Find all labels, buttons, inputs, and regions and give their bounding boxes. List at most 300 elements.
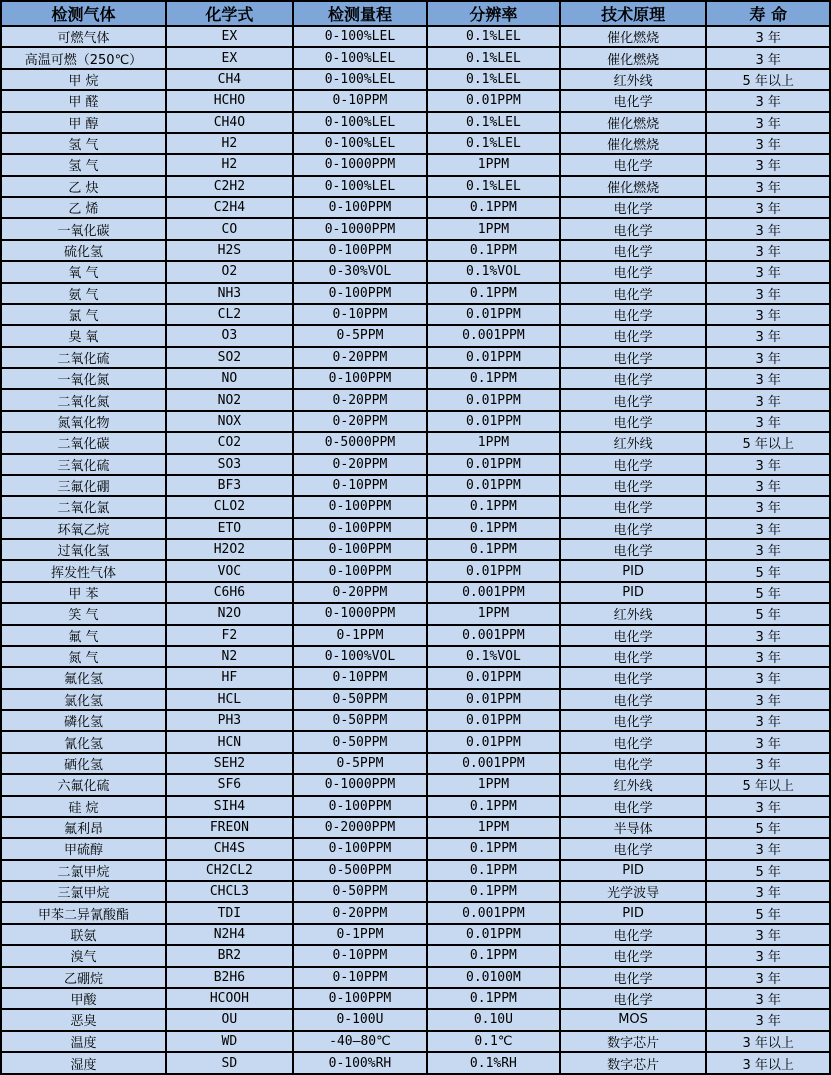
resolution-cell: 1PPM (427, 774, 560, 795)
principle-cell: PID (560, 902, 707, 923)
lifespan-cell: 3 年以上 (706, 1052, 830, 1074)
resolution-cell: 0.01PPM (427, 389, 560, 410)
range-cell: 0-50PPM (293, 881, 427, 902)
table-row (1, 112, 830, 133)
formula-cell: NH3 (166, 283, 293, 304)
lifespan-cell: 5 年 (706, 560, 830, 581)
lifespan-cell: 3 年 (706, 26, 830, 47)
formula-cell: C2H4 (166, 197, 293, 218)
formula-cell: CLO2 (166, 496, 293, 517)
gas-name-cell: 一氧化碳 (1, 218, 166, 239)
gas-name-cell: 高温可燃（250℃） (1, 47, 166, 68)
principle-cell: 电化学 (560, 924, 707, 945)
range-cell: 0-1000PPM (293, 154, 427, 175)
lifespan-cell: 5 年 (706, 902, 830, 923)
principle-cell: 电化学 (560, 240, 707, 261)
resolution-cell: 0.1PPM (427, 838, 560, 859)
table-row (1, 496, 830, 517)
range-cell: 0-10PPM (293, 475, 427, 496)
formula-cell: CH4O (166, 112, 293, 133)
resolution-cell: 1PPM (427, 603, 560, 624)
resolution-cell: 0.1%LEL (427, 26, 560, 47)
gas-name-cell: 硒化氢 (1, 753, 166, 774)
gas-name-cell: 过氧化氢 (1, 539, 166, 560)
resolution-cell: 0.01PPM (427, 454, 560, 475)
principle-cell: 光学波导 (560, 881, 707, 902)
gas-name-cell: 乙 烯 (1, 197, 166, 218)
gas-name-cell: 溴气 (1, 945, 166, 966)
formula-cell: SEH2 (166, 753, 293, 774)
range-cell: 0-5000PPM (293, 432, 427, 453)
table-row (1, 967, 830, 988)
resolution-cell: 0.1%RH (427, 1052, 560, 1074)
resolution-cell: 0.01PPM (427, 689, 560, 710)
formula-cell: N2 (166, 646, 293, 667)
principle-cell: 电化学 (560, 753, 707, 774)
range-cell: 0-50PPM (293, 710, 427, 731)
lifespan-cell: 3 年 (706, 454, 830, 475)
gas-name-cell: 一氧化氮 (1, 368, 166, 389)
gas-name-cell: 氮 气 (1, 646, 166, 667)
principle-cell: 电化学 (560, 411, 707, 432)
resolution-cell: 0.01PPM (427, 710, 560, 731)
gas-name-cell: 氟化氢 (1, 667, 166, 688)
lifespan-cell: 5 年 (706, 582, 830, 603)
lifespan-cell: 3 年 (706, 325, 830, 346)
range-cell: 0-100PPM (293, 496, 427, 517)
resolution-cell: 0.1PPM (427, 518, 560, 539)
principle-cell: 电化学 (560, 945, 707, 966)
lifespan-cell: 3 年 (706, 710, 830, 731)
table-row (1, 347, 830, 368)
gas-name-cell: 温度 (1, 1031, 166, 1052)
gas-name-cell: 甲 苯 (1, 582, 166, 603)
principle-cell: 电化学 (560, 283, 707, 304)
lifespan-cell: 3 年 (706, 90, 830, 111)
formula-cell: ETO (166, 518, 293, 539)
gas-name-cell: 甲 醇 (1, 112, 166, 133)
lifespan-cell: 3 年 (706, 539, 830, 560)
lifespan-cell: 3 年以上 (706, 1031, 830, 1052)
lifespan-cell: 3 年 (706, 881, 830, 902)
formula-cell: BR2 (166, 945, 293, 966)
range-cell: 0-100PPM (293, 518, 427, 539)
resolution-cell: 1PPM (427, 817, 560, 838)
table-row (1, 154, 830, 175)
formula-cell: CO2 (166, 432, 293, 453)
resolution-cell: 0.1PPM (427, 197, 560, 218)
range-cell: 0-20PPM (293, 347, 427, 368)
lifespan-cell: 3 年 (706, 924, 830, 945)
formula-cell: H2 (166, 133, 293, 154)
range-cell: 0-100PPM (293, 283, 427, 304)
gas-name-cell: 湿度 (1, 1052, 166, 1074)
resolution-cell: 0.01PPM (427, 731, 560, 752)
lifespan-cell: 3 年 (706, 389, 830, 410)
table-row (1, 475, 830, 496)
principle-cell: 电化学 (560, 154, 707, 175)
formula-cell: SIH4 (166, 796, 293, 817)
range-cell: 0-1PPM (293, 625, 427, 646)
lifespan-cell: 3 年 (706, 731, 830, 752)
column-header-range: 检测量程 (293, 1, 427, 26)
formula-cell: PH3 (166, 710, 293, 731)
range-cell: 0-50PPM (293, 689, 427, 710)
gas-name-cell: 甲苯二异氰酸酯 (1, 902, 166, 923)
formula-cell: NO2 (166, 389, 293, 410)
resolution-cell: 0.1PPM (427, 539, 560, 560)
range-cell: 0-100PPM (293, 796, 427, 817)
range-cell: 0-100PPM (293, 240, 427, 261)
table-row (1, 90, 830, 111)
lifespan-cell: 3 年 (706, 945, 830, 966)
range-cell: 0-20PPM (293, 389, 427, 410)
table-row (1, 539, 830, 560)
gas-name-cell: 磷化氢 (1, 710, 166, 731)
principle-cell: 电化学 (560, 261, 707, 282)
table-header-row (1, 1, 830, 26)
lifespan-cell: 3 年 (706, 368, 830, 389)
resolution-cell: 0.1PPM (427, 860, 560, 881)
range-cell: 0-10PPM (293, 667, 427, 688)
gas-name-cell: 恶臭 (1, 1009, 166, 1030)
gas-name-cell: 二氧化氮 (1, 389, 166, 410)
gas-name-cell: 氢 气 (1, 154, 166, 175)
gas-name-cell: 环氧乙烷 (1, 518, 166, 539)
formula-cell: CHCL3 (166, 881, 293, 902)
resolution-cell: 0.1%LEL (427, 112, 560, 133)
table-row (1, 454, 830, 475)
lifespan-cell: 3 年 (706, 261, 830, 282)
table-row (1, 411, 830, 432)
resolution-cell: 0.1PPM (427, 240, 560, 261)
resolution-cell: 0.01PPM (427, 411, 560, 432)
lifespan-cell: 3 年 (706, 689, 830, 710)
range-cell: 0-20PPM (293, 411, 427, 432)
formula-cell: CH4S (166, 838, 293, 859)
table-row (1, 26, 830, 47)
formula-cell: C6H6 (166, 582, 293, 603)
table-row (1, 838, 830, 859)
lifespan-cell: 3 年 (706, 967, 830, 988)
principle-cell: 电化学 (560, 389, 707, 410)
resolution-cell: 0.1%VOL (427, 261, 560, 282)
formula-cell: VOC (166, 560, 293, 581)
formula-cell: FREON (166, 817, 293, 838)
principle-cell: 红外线 (560, 774, 707, 795)
range-cell: 0-50PPM (293, 731, 427, 752)
principle-cell: 电化学 (560, 967, 707, 988)
range-cell: 0-100%LEL (293, 26, 427, 47)
formula-cell: NOX (166, 411, 293, 432)
resolution-cell: 1PPM (427, 218, 560, 239)
principle-cell: 电化学 (560, 347, 707, 368)
formula-cell: HCOOH (166, 988, 293, 1009)
formula-cell: CH2CL2 (166, 860, 293, 881)
lifespan-cell: 3 年 (706, 753, 830, 774)
principle-cell: 电化学 (560, 325, 707, 346)
table-row (1, 560, 830, 581)
gas-name-cell: 硫化氢 (1, 240, 166, 261)
range-cell: 0-2000PPM (293, 817, 427, 838)
formula-cell: HCL (166, 689, 293, 710)
gas-name-cell: 联氨 (1, 924, 166, 945)
range-cell: 0-1000PPM (293, 218, 427, 239)
table-row (1, 753, 830, 774)
range-cell: 0-100PPM (293, 197, 427, 218)
resolution-cell: 0.001PPM (427, 753, 560, 774)
table-row (1, 389, 830, 410)
lifespan-cell: 5 年以上 (706, 774, 830, 795)
lifespan-cell: 3 年 (706, 240, 830, 261)
lifespan-cell: 3 年 (706, 347, 830, 368)
gas-name-cell: 氯化氢 (1, 689, 166, 710)
principle-cell: 电化学 (560, 988, 707, 1009)
table-row (1, 860, 830, 881)
column-header-principle: 技术原理 (560, 1, 707, 26)
principle-cell: 电化学 (560, 454, 707, 475)
principle-cell: 催化燃烧 (560, 176, 707, 197)
gas-name-cell: 三氧化硫 (1, 454, 166, 475)
table-row (1, 625, 830, 646)
resolution-cell: 1PPM (427, 154, 560, 175)
table-row (1, 817, 830, 838)
principle-cell: 电化学 (560, 667, 707, 688)
range-cell: 0-10PPM (293, 304, 427, 325)
lifespan-cell: 3 年 (706, 518, 830, 539)
range-cell: 0-100PPM (293, 838, 427, 859)
gas-name-cell: 甲硫醇 (1, 838, 166, 859)
resolution-cell: 0.001PPM (427, 582, 560, 603)
formula-cell: H2S (166, 240, 293, 261)
range-cell: -40—80℃ (293, 1031, 427, 1052)
resolution-cell: 0.001PPM (427, 625, 560, 646)
gas-name-cell: 乙 炔 (1, 176, 166, 197)
gas-name-cell: 乙硼烷 (1, 967, 166, 988)
formula-cell: N2O (166, 603, 293, 624)
formula-cell: HF (166, 667, 293, 688)
table-row (1, 47, 830, 68)
table-row (1, 218, 830, 239)
table-row (1, 197, 830, 218)
column-header-formula: 化学式 (166, 1, 293, 26)
resolution-cell: 0.01PPM (427, 304, 560, 325)
lifespan-cell: 5 年 (706, 817, 830, 838)
lifespan-cell: 3 年 (706, 411, 830, 432)
gas-name-cell: 二氯甲烷 (1, 860, 166, 881)
formula-cell: F2 (166, 625, 293, 646)
lifespan-cell: 5 年 (706, 860, 830, 881)
table-row (1, 368, 830, 389)
range-cell: 0-1000PPM (293, 603, 427, 624)
table-row (1, 325, 830, 346)
principle-cell: 催化燃烧 (560, 26, 707, 47)
resolution-cell: 0.1PPM (427, 881, 560, 902)
lifespan-cell: 3 年 (706, 304, 830, 325)
lifespan-cell: 3 年 (706, 218, 830, 239)
principle-cell: 数字芯片 (560, 1052, 707, 1074)
gas-name-cell: 笑 气 (1, 603, 166, 624)
range-cell: 0-10PPM (293, 967, 427, 988)
table-row (1, 1009, 830, 1030)
resolution-cell: 0.1PPM (427, 368, 560, 389)
formula-cell: B2H6 (166, 967, 293, 988)
formula-cell: NO (166, 368, 293, 389)
range-cell: 0-100%LEL (293, 112, 427, 133)
formula-cell: TDI (166, 902, 293, 923)
column-header-resolution: 分辨率 (427, 1, 560, 26)
gas-name-cell: 氰化氢 (1, 731, 166, 752)
gas-name-cell: 二氧化碳 (1, 432, 166, 453)
formula-cell: WD (166, 1031, 293, 1052)
range-cell: 0-100U (293, 1009, 427, 1030)
formula-cell: SO2 (166, 347, 293, 368)
range-cell: 0-500PPM (293, 860, 427, 881)
principle-cell: 电化学 (560, 539, 707, 560)
gas-name-cell: 氨 气 (1, 283, 166, 304)
range-cell: 0-100%RH (293, 1052, 427, 1074)
range-cell: 0-10PPM (293, 945, 427, 966)
principle-cell: 电化学 (560, 646, 707, 667)
table-row (1, 988, 830, 1009)
lifespan-cell: 3 年 (706, 112, 830, 133)
formula-cell: SO3 (166, 454, 293, 475)
resolution-cell: 0.1%LEL (427, 133, 560, 154)
resolution-cell: 0.01PPM (427, 347, 560, 368)
table-row (1, 240, 830, 261)
resolution-cell: 0.1PPM (427, 496, 560, 517)
range-cell: 0-100PPM (293, 368, 427, 389)
gas-name-cell: 甲 烷 (1, 69, 166, 90)
principle-cell: 电化学 (560, 731, 707, 752)
table-row (1, 710, 830, 731)
formula-cell: CL2 (166, 304, 293, 325)
table-row (1, 603, 830, 624)
formula-cell: EX (166, 26, 293, 47)
range-cell: 0-10PPM (293, 90, 427, 111)
gas-name-cell: 臭 氧 (1, 325, 166, 346)
resolution-cell: 1PPM (427, 432, 560, 453)
table-row (1, 796, 830, 817)
principle-cell: 电化学 (560, 90, 707, 111)
lifespan-cell: 5 年 (706, 603, 830, 624)
lifespan-cell: 3 年 (706, 133, 830, 154)
principle-cell: PID (560, 560, 707, 581)
principle-cell: 数字芯片 (560, 1031, 707, 1052)
lifespan-cell: 5 年以上 (706, 432, 830, 453)
gas-name-cell: 三氟化硼 (1, 475, 166, 496)
table-row (1, 902, 830, 923)
resolution-cell: 0.1%LEL (427, 176, 560, 197)
table-row (1, 69, 830, 90)
table-row (1, 1031, 830, 1052)
gas-name-cell: 甲 醛 (1, 90, 166, 111)
range-cell: 0-20PPM (293, 902, 427, 923)
table-row (1, 689, 830, 710)
principle-cell: 电化学 (560, 625, 707, 646)
lifespan-cell: 3 年 (706, 1009, 830, 1030)
formula-cell: SF6 (166, 774, 293, 795)
table-row (1, 283, 830, 304)
table-row (1, 432, 830, 453)
principle-cell: 电化学 (560, 518, 707, 539)
gas-name-cell: 氮氧化物 (1, 411, 166, 432)
resolution-cell: 0.1PPM (427, 988, 560, 1009)
gas-name-cell: 可燃气体 (1, 26, 166, 47)
gas-name-cell: 氟利昂 (1, 817, 166, 838)
gas-name-cell: 氧 气 (1, 261, 166, 282)
lifespan-cell: 3 年 (706, 667, 830, 688)
range-cell: 0-100%LEL (293, 133, 427, 154)
table-row (1, 582, 830, 603)
range-cell: 0-20PPM (293, 582, 427, 603)
lifespan-cell: 3 年 (706, 47, 830, 68)
resolution-cell: 0.1%VOL (427, 646, 560, 667)
principle-cell: 红外线 (560, 603, 707, 624)
range-cell: 0-100%LEL (293, 176, 427, 197)
resolution-cell: 0.10U (427, 1009, 560, 1030)
lifespan-cell: 3 年 (706, 646, 830, 667)
column-header-gas-name: 检测气体 (1, 1, 166, 26)
table-row (1, 304, 830, 325)
column-header-lifespan: 寿 命 (706, 1, 830, 26)
lifespan-cell: 3 年 (706, 197, 830, 218)
range-cell: 0-100PPM (293, 560, 427, 581)
resolution-cell: 0.1%LEL (427, 47, 560, 68)
principle-cell: 电化学 (560, 304, 707, 325)
principle-cell: 催化燃烧 (560, 112, 707, 133)
principle-cell: 催化燃烧 (560, 133, 707, 154)
lifespan-cell: 3 年 (706, 176, 830, 197)
gas-name-cell: 硅 烷 (1, 796, 166, 817)
formula-cell: SD (166, 1052, 293, 1074)
formula-cell: O3 (166, 325, 293, 346)
lifespan-cell: 3 年 (706, 625, 830, 646)
lifespan-cell: 5 年以上 (706, 69, 830, 90)
principle-cell: 催化燃烧 (560, 47, 707, 68)
gas-name-cell: 氯 气 (1, 304, 166, 325)
table-row (1, 924, 830, 945)
lifespan-cell: 3 年 (706, 475, 830, 496)
principle-cell: PID (560, 860, 707, 881)
resolution-cell: 0.1%LEL (427, 69, 560, 90)
table-row (1, 774, 830, 795)
table-row (1, 518, 830, 539)
formula-cell: N2H4 (166, 924, 293, 945)
table-row (1, 176, 830, 197)
range-cell: 0-100PPM (293, 988, 427, 1009)
formula-cell: O2 (166, 261, 293, 282)
principle-cell: 红外线 (560, 69, 707, 90)
formula-cell: HCN (166, 731, 293, 752)
table-row (1, 881, 830, 902)
range-cell: 0-100%LEL (293, 47, 427, 68)
principle-cell: 电化学 (560, 218, 707, 239)
formula-cell: BF3 (166, 475, 293, 496)
table-row (1, 133, 830, 154)
principle-cell: 电化学 (560, 197, 707, 218)
resolution-cell: 0.01PPM (427, 667, 560, 688)
gas-name-cell: 氢 气 (1, 133, 166, 154)
resolution-cell: 0.01PPM (427, 90, 560, 111)
principle-cell: 电化学 (560, 496, 707, 517)
principle-cell: PID (560, 582, 707, 603)
resolution-cell: 0.1℃ (427, 1031, 560, 1052)
table-row (1, 667, 830, 688)
formula-cell: H2O2 (166, 539, 293, 560)
gas-name-cell: 六氟化硫 (1, 774, 166, 795)
formula-cell: HCHO (166, 90, 293, 111)
